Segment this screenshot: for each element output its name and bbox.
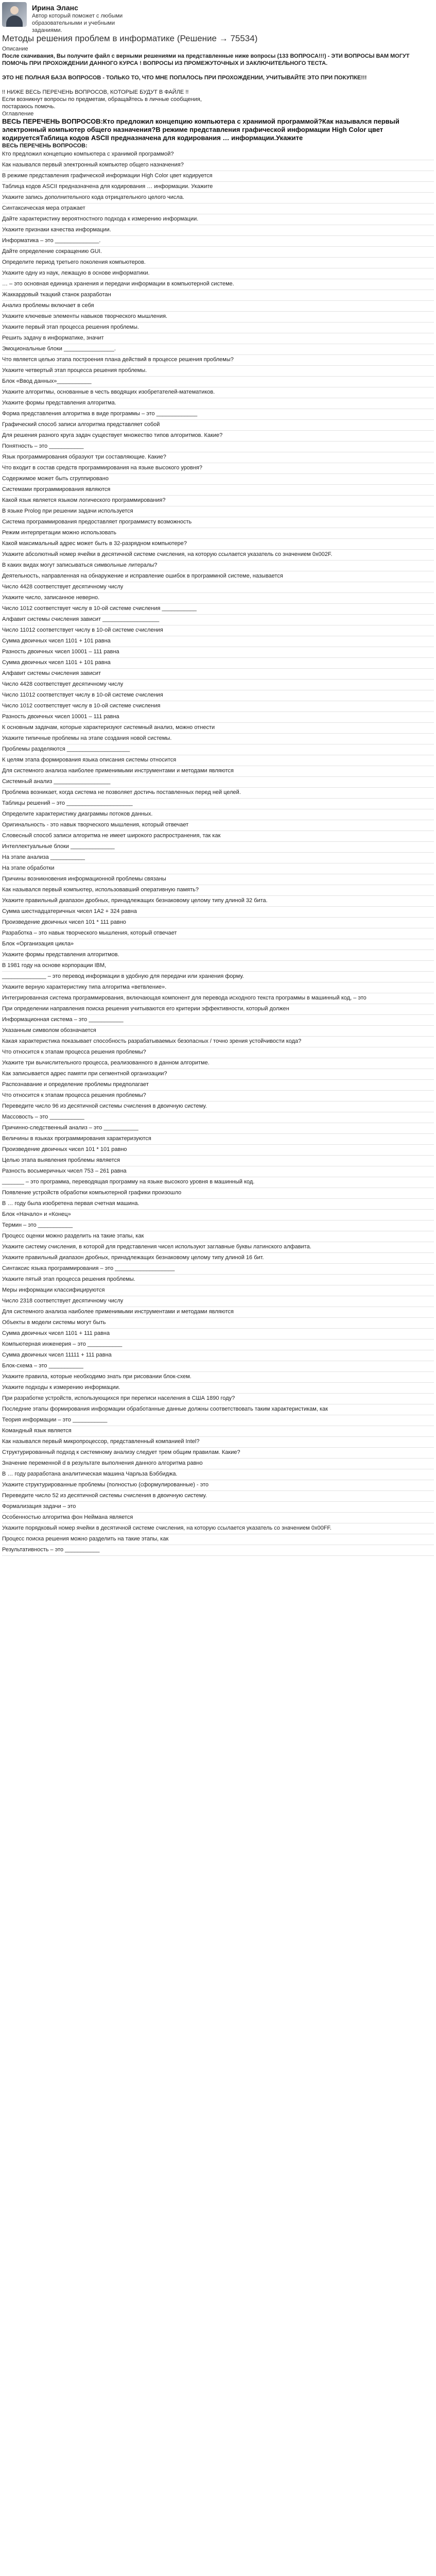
question-item: Сумма двоичных чисел 1101 + 101 равна bbox=[2, 658, 434, 669]
question-item: Проблема возникает, когда система не позволяет достичь поставленных перед ней целей. bbox=[2, 788, 434, 799]
question-item: Жаккардовый ткацкий станок разработан bbox=[2, 290, 434, 301]
question-item: Сумма шестнадцатеричных чисел 1A2 + 324 равна bbox=[2, 907, 434, 918]
question-item: Таблица кодов ASCII предназначена для кодирования … информации. Укажите bbox=[2, 182, 434, 193]
question-item: Величины в языках программирования характеризуются bbox=[2, 1134, 434, 1145]
question-item: Алфавит системы счисления зависит bbox=[2, 669, 434, 680]
question-item: Число 11012 соответствует числу в 10-ой системе счисления bbox=[2, 690, 434, 701]
question-item: Системный анализ __________________ bbox=[2, 777, 434, 788]
question-item: Графический способ записи алгоритма представляет собой bbox=[2, 420, 434, 431]
question-item: Информационная система – это ___________ bbox=[2, 1015, 434, 1026]
question-item: Дайте характеристику вероятностного подхода к измерению информации. bbox=[2, 214, 434, 225]
question-item: Какая характеристика показывает способность разрабатываемых безопасных / точно зрения устойчивости кода? bbox=[2, 1037, 434, 1047]
question-item: Укажите ключевые элементы навыков творческого мышления. bbox=[2, 312, 434, 323]
question-item: При разработке устройств, использующихся при переписи населения в США 1890 году? bbox=[2, 1394, 434, 1404]
question-item: Таблицы решений – это _____________________ bbox=[2, 799, 434, 809]
question-item: Форма представления алгоритма в виде программы – это _____________ bbox=[2, 409, 434, 420]
author-header bbox=[0, 0, 436, 33]
question-item: Блок-схема – это ___________ bbox=[2, 1361, 434, 1372]
question-item: Режим интерпретации можно использовать bbox=[2, 528, 434, 539]
question-item: Определите характеристику диаграммы потоков данных. bbox=[2, 809, 434, 820]
question-item: Проблемы разделяются ____________________ bbox=[2, 744, 434, 755]
question-item: Укажите алгоритмы, основанные в честь вводящих изобретателей-математиков. bbox=[2, 387, 434, 398]
question-item: Что входит в состав средств программирования на языке высокого уровня? bbox=[2, 463, 434, 474]
question-item: Причинно-следственный анализ – это ___________ bbox=[2, 1123, 434, 1134]
document-content bbox=[0, 29, 436, 1556]
question-item: В каких видах могут записываться символьные литералы? bbox=[2, 561, 434, 571]
question-item: Сумма двоичных чисел 1101 + 101 равна bbox=[2, 636, 434, 647]
question-item: Укажите систему счисления, в которой для представления чисел используют заглавные буквы латинского алфавита. bbox=[2, 1242, 434, 1253]
question-item: Решить задачу в информатике, значит bbox=[2, 333, 434, 344]
question-item: Число 1012 соответствует числу в 10-ой системе счисления bbox=[2, 701, 434, 712]
question-item: Алфавит системы счисления зависит __________________ bbox=[2, 615, 434, 625]
question-item: На этапе обработки bbox=[2, 863, 434, 874]
question-item: Результативность – это ___________ bbox=[2, 1545, 434, 1556]
question-item: Целью этапа выявления проблемы является bbox=[2, 1156, 434, 1166]
question-item: Разность восьмеричных чисел 753 – 261 равна bbox=[2, 1166, 434, 1177]
question-item: Определите период третьего поколения компьютеров. bbox=[2, 258, 434, 268]
question-item: Синтаксис языка программирования – это ___________________ bbox=[2, 1264, 434, 1275]
question-item: Для решения разного круга задач существует множество типов алгоритмов. Какие? bbox=[2, 431, 434, 442]
question-item: ______________ – это перевод информации в удобную для передачи или хранения форму. bbox=[2, 972, 434, 982]
question-item: Меры информации классифицируются bbox=[2, 1285, 434, 1296]
question-item: На этапе анализа ___________ bbox=[2, 853, 434, 863]
question-item: Формализация задачи – это bbox=[2, 1502, 434, 1513]
question-item: Теория информации – это ___________ bbox=[2, 1415, 434, 1426]
notice-text: ЭТО НЕ ПОЛНАЯ БАЗА ВОПРОСОВ - ТОЛЬКО ТО, ЧТО МНЕ ПОПАЛОСЬ ПРИ ПРОХОЖДЕНИИ, УЧИТЫВАЙТЕ ЭТО ПРИ ПОКУПКЕ!!! bbox=[2, 75, 367, 81]
question-item: Укажите верную характеристику типа алгоритма «ветвление». bbox=[2, 982, 434, 993]
question-item: Укажите порядковый номер ячейки в десятичной системе счисления, на которую ссылается указатель со значением 0x00FF. bbox=[2, 1523, 434, 1534]
spacer bbox=[2, 81, 434, 89]
description-label: Описание bbox=[2, 46, 28, 52]
question-item: Укажите запись дополнительного кода отрицательного целого числа. bbox=[2, 193, 434, 204]
question-item: Компьютерная инженерия – это ___________ bbox=[2, 1340, 434, 1350]
question-item: Переведите число 52 из десятичной системы счисления в двоичную систему. bbox=[2, 1491, 434, 1502]
question-item: Интегрированная система программирования, включающая компонент для перевода исходного текста программы в машинный код, – это bbox=[2, 993, 434, 1004]
question-item: Число 11012 соответствует числу в 10-ой системе счисления bbox=[2, 625, 434, 636]
question-item: Интеллектуальные блоки ______________ bbox=[2, 842, 434, 853]
question-item: В языке Prolog при решении задачи используется bbox=[2, 506, 434, 517]
question-item: Появление устройств обработки компьютерной графики произошло bbox=[2, 1188, 434, 1199]
description-text: После скачивания, Вы получите файл с верными решениями на представленные ниже вопросы (133 ВОПРОСА!!!) - ЭТИ ВОПРОСЫ ВАМ МОГУТ ПОМОЧЬ ПРИ ПРОХОЖДЕНИИ ДАННОГО КУРСА ! ВОПРОСЫ ИЗ ПРОМЕЖУТОЧНЫХ И ЗАКЛЮЧИТЕЛЬНОГО ТЕСТА. bbox=[2, 53, 410, 66]
question-item: Процесс оценки можно разделить на такие этапы, как bbox=[2, 1231, 434, 1242]
question-item: Объекты в модели системы могут быть bbox=[2, 1318, 434, 1329]
question-item: Язык программирования образуют три составляющие. Какие? bbox=[2, 452, 434, 463]
question-item: Укажите признаки качества информации. bbox=[2, 225, 434, 236]
question-item: В … году разработана аналитическая машина Чарльза Бэббиджа. bbox=[2, 1469, 434, 1480]
question-item: Массовость – это ___________ bbox=[2, 1112, 434, 1123]
question-item: К основным задачам, которые характеризуют системный анализ, можно отнести bbox=[2, 723, 434, 734]
question-item: Анализ проблемы включает в себя bbox=[2, 301, 434, 312]
question-item: … – это основная единица хранения и передачи информации в компьютерной системе. bbox=[2, 279, 434, 290]
question-item: Разработка – это навык творческого мышления, который отвечает bbox=[2, 928, 434, 939]
author-name[interactable]: Ирина Эланс bbox=[32, 4, 78, 12]
question-item: Число 1012 соответствует числу в 10-ой системе счисления ___________ bbox=[2, 604, 434, 615]
section-subheading: ВЕСЬ ПЕРЕЧЕНЬ ВОПРОСОВ: bbox=[2, 143, 88, 149]
question-item: Как назывался первый электронный компьютер общего назначения? bbox=[2, 160, 434, 171]
question-item: Укажите подходы к измерению информации. bbox=[2, 1383, 434, 1394]
author-description: Автор который поможет с любыми образовательными и учебными заданиями. bbox=[32, 13, 123, 33]
question-item: Деятельность, направленная на обнаружение и исправление ошибок в программной системе, называется bbox=[2, 571, 434, 582]
question-item: Системами программирования являются bbox=[2, 485, 434, 496]
question-item: Сумма двоичных чисел 1101 + 111 равна bbox=[2, 1329, 434, 1340]
question-item: Укажите четвертый этап процесса решения проблемы. bbox=[2, 366, 434, 377]
question-item: Содержимое может быть сгруппировано bbox=[2, 474, 434, 485]
question-item: Какой язык является языком логического программирования? bbox=[2, 496, 434, 506]
question-item: Разность двоичных чисел 10001 – 111 равна bbox=[2, 647, 434, 658]
avatar-head-shape bbox=[10, 6, 19, 14]
question-item: Число 4428 соответствует десятичному числу bbox=[2, 582, 434, 593]
question-item: Укажите первый этап процесса решения проблемы. bbox=[2, 323, 434, 333]
contact-line-2: постараюсь помочь. bbox=[2, 104, 56, 110]
question-item: Термин – это ___________ bbox=[2, 1221, 434, 1231]
question-item: Укажите типичные проблемы на этапе создания новой системы. bbox=[2, 734, 434, 744]
question-item: К целям этапа формирования языка описания системы относится bbox=[2, 755, 434, 766]
question-item: Разность двоичных чисел 10001 – 111 равна bbox=[2, 712, 434, 723]
question-list bbox=[2, 149, 434, 1556]
question-item: Информатика – это ______________. bbox=[2, 236, 434, 247]
question-item: Укажите три вычислительного процесса, реализованного в данном алгоритме. bbox=[2, 1058, 434, 1069]
question-item: Значение переменной d в результате выполнения данного алгоритма равно bbox=[2, 1459, 434, 1469]
question-item: Последние этапы формирования информации обработанные данные должны соответствовать таким характеристикам, как bbox=[2, 1404, 434, 1415]
question-item: Укажите абсолютный номер ячейки в десятичной системе счисления, на которую ссылается указатель со значением 0x002F. bbox=[2, 550, 434, 561]
question-item: Блок «Организация цикла» bbox=[2, 939, 434, 950]
question-item: Что относится к этапам процесса решения проблемы? bbox=[2, 1047, 434, 1058]
question-item: Как записывается адрес памяти при сегментной организации? bbox=[2, 1069, 434, 1080]
question-item: Распознавание и определение проблемы предполагает bbox=[2, 1080, 434, 1091]
question-item: Указанным символом обозначается bbox=[2, 1026, 434, 1037]
question-item: Эмоциональные блоки ________________. bbox=[2, 344, 434, 355]
toc-label: Оглавление bbox=[2, 111, 34, 117]
question-item: Процесс поиска решения можно разделить на такие этапы, как bbox=[2, 1534, 434, 1545]
question-item: Причины возникновения информационной проблемы связаны bbox=[2, 874, 434, 885]
question-item: Кто предложил концепцию компьютера с хранимой программой? bbox=[2, 149, 434, 160]
question-item: Произведение двоичных чисел 101 * 111 равно bbox=[2, 918, 434, 928]
question-item: Переведите число 96 из десятичной системы счисления в двоичную систему. bbox=[2, 1101, 434, 1112]
contact-line-1: Если возникнут вопросы по предметам, обращайтесь в личные сообщения, bbox=[2, 96, 202, 103]
author-info bbox=[32, 2, 135, 34]
question-item: Командный язык является bbox=[2, 1426, 434, 1437]
question-item: Укажите число, записанное неверно. bbox=[2, 593, 434, 604]
question-item: Укажите пятый этап процесса решения проблемы. bbox=[2, 1275, 434, 1285]
question-item: В режиме представления графической информации High Color цвет кодируется bbox=[2, 171, 434, 182]
author-avatar[interactable] bbox=[2, 2, 27, 27]
question-item: Синтаксическая мера отражает bbox=[2, 204, 434, 214]
question-item: Число 4428 соответствует десятичному числу bbox=[2, 680, 434, 690]
question-item: Укажите формы представления алгоритмов. bbox=[2, 950, 434, 961]
question-item: В 1981 году на основе корпорации IBM, bbox=[2, 961, 434, 972]
question-item: Как называлcя первый микропроцессор, представленный компанией Intel? bbox=[2, 1437, 434, 1448]
section-heading: ВЕСЬ ПЕРЕЧЕНЬ ВОПРОСОВ:Кто предложил концепцию компьютера с хранимой программой?Как называлcя первый электронный компьютер общего назначения?В режиме представления графической информации High Color цвет кодируетсяТаблица кодов ASCII предназначена для кодирования … информации.Укажите bbox=[2, 117, 399, 142]
question-item: Блок «Ввод данных»___________ bbox=[2, 377, 434, 387]
question-item: Дайте определение сокращению GUI. bbox=[2, 247, 434, 258]
question-item: _______ – это программа, переводящая программу на языке высокого уровня в машинный код. bbox=[2, 1177, 434, 1188]
question-item: Укажите структурированные проблемы (полностью (сформулированные) - это bbox=[2, 1480, 434, 1491]
spacer bbox=[2, 67, 434, 74]
question-item: В … году была изобретена первая счетная машина. bbox=[2, 1199, 434, 1210]
question-item: Понятность – это ___________ bbox=[2, 442, 434, 452]
question-item: Система программирования предоставляет программисту возможность bbox=[2, 517, 434, 528]
question-item: При определении направления поиска решения учитываются его критерии эффективности, который должен bbox=[2, 1004, 434, 1015]
page-title: Методы решения проблем в информатике (Решение → 75534) bbox=[2, 33, 258, 43]
question-item: Укажите одну из наук, лежащую в основе информатики. bbox=[2, 268, 434, 279]
question-item: Укажите правила, которые необходимо знать при рисовании блок-схем. bbox=[2, 1372, 434, 1383]
question-item: Укажите правильный диапазон дробных, принадлежащих безнаковому целому типу длиной 32 бита. bbox=[2, 896, 434, 907]
question-count-line: !! НИЖЕ ВЕСЬ ПЕРЕЧЕНЬ ВОПРОСОВ, КОТОРЫЕ БУДУТ В ФАЙЛЕ !! bbox=[2, 89, 189, 95]
question-item: Как называлcя первый компьютер, использовавший оперативную память? bbox=[2, 885, 434, 896]
avatar-body-shape bbox=[6, 15, 23, 27]
question-item: Словесный способ записи алгоритма не имеет широкого распространения, так как bbox=[2, 831, 434, 842]
question-item: Что является целью этапа построения плана действий в процессе решения проблемы? bbox=[2, 355, 434, 366]
question-item: Укажите правильный диапазон дробных, принадлежащих безнаковому целому типу длиной 16 бит. bbox=[2, 1253, 434, 1264]
question-item: Структурированный подход к системному анализу следует трем общим правилам. Какие? bbox=[2, 1448, 434, 1459]
question-item: Какой максимальный адрес может быть в 32-разрядном компьютере? bbox=[2, 539, 434, 550]
question-item: Сумма двоичных чисел 11111 + 111 равна bbox=[2, 1350, 434, 1361]
question-item: Оригинальность - это навык творческого мышления, который отвечает bbox=[2, 820, 434, 831]
question-item: Для системного анализа наиболее применимыми инструментами и методами являются bbox=[2, 1307, 434, 1318]
question-item: Что относится к этапам процесса решения проблемы? bbox=[2, 1091, 434, 1101]
question-item: Для системного анализа наиболее применимыми инструментами и методами являются bbox=[2, 766, 434, 777]
question-item: Число 2318 соответствует десятичному числу bbox=[2, 1296, 434, 1307]
question-item: Особенностью алгоритма фон Неймана является bbox=[2, 1513, 434, 1523]
question-item: Произведение двоичных чисел 101 * 101 равно bbox=[2, 1145, 434, 1156]
question-item: Блок «Начало» и «Конец» bbox=[2, 1210, 434, 1221]
question-item: Укажите формы представления алгоритма. bbox=[2, 398, 434, 409]
